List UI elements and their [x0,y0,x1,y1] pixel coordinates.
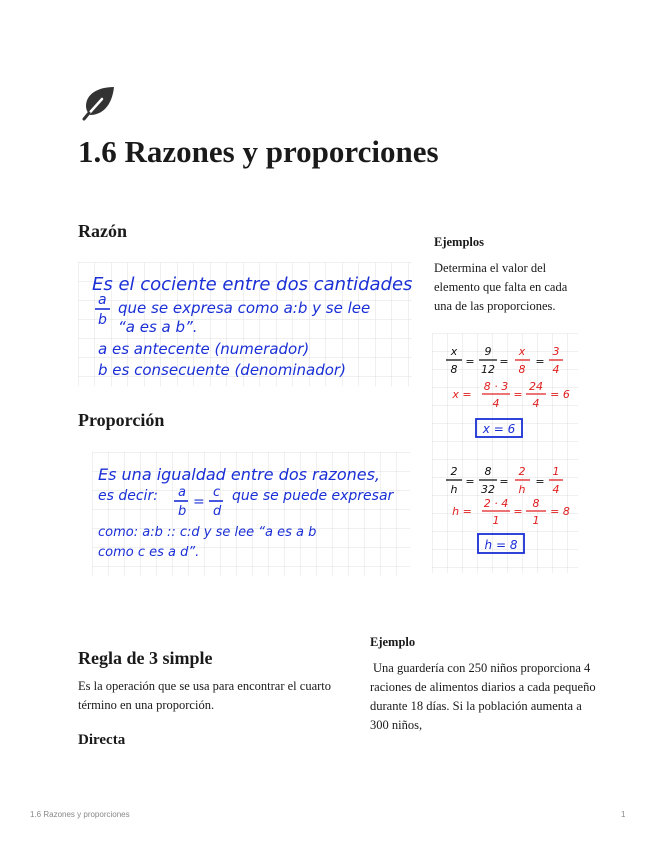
ejemplo-heading: Ejemplo [370,635,416,649]
regla-heading: Regla de 3 simple [78,648,213,668]
ex1-n4: 3 [552,345,560,358]
ex2-r2-d2: 1 [532,514,540,527]
svg-text:=: = [535,475,545,488]
ex1-r2-n2: 24 [529,380,543,393]
ex1-n1: x [450,345,458,358]
ex2-n1: 2 [450,465,458,478]
ejemplos-heading: Ejemplos [434,235,484,249]
proporcion-handwritten-note [92,452,410,576]
proporcion-heading: Proporción [78,410,165,430]
proporcion-frac2-den: d [213,504,222,519]
ex2-r2-n1: 2 · 4 [483,497,509,510]
proporcion-frac1-num: a [178,485,186,500]
proporcion-line-5: como c es a d”. [98,545,200,560]
page-number: 1 [621,810,626,819]
svg-text:=: = [499,355,509,368]
proporcion-line-4: como: a:b :: c:d y se lee “a es a b [98,525,317,540]
proporcion-line-2: es decir: [98,488,158,504]
svg-text:=: = [513,388,523,401]
footer-chapter-title: 1.6 Razones y proporciones [30,810,130,819]
ex1-d3: 8 [518,363,526,376]
razon-frac-den: b [98,312,107,328]
ex1-n2: 9 [484,345,492,358]
razon-line-3: “a es a b”. [118,318,198,336]
razon-heading: Razón [78,221,127,241]
ejemplos-handwritten [432,333,578,573]
proporcion-line-3: que se puede expresar [232,488,394,504]
ex2-n2: 8 [484,465,492,478]
razon-line-5: b es consecuente (denominador) [98,361,346,379]
razon-line-2: que se expresa como a:b y se lee [118,299,371,317]
page-title: 1.6 Razones y proporciones [78,134,439,169]
ex1-r2-d1: 4 [492,397,500,410]
regla-directa-heading: Directa [78,732,126,748]
svg-text:=: = [513,505,523,518]
ex2-lhs: h = [452,505,472,518]
ex1-d2: 12 [481,363,495,376]
ex2-d1: h [450,483,458,496]
ex2-d3: h [518,483,526,496]
svg-text:=: = [193,494,205,510]
svg-text:=: = [499,475,509,488]
ex2-d4: 4 [552,483,560,496]
ex2-answer: h = 8 [484,538,518,552]
ex1-d1: 8 [450,363,458,376]
ejemplos-text: Determina el valor del elemento que falta en cada una de las proporciones. [434,261,568,313]
ex2-r2-n2: 8 [532,497,540,510]
svg-text:=: = [465,355,475,368]
ex1-r2-result: = 6 [550,388,570,401]
ex1-lhs: x = [452,388,472,401]
ejemplo-text: Una guardería con 250 niños proporciona 4 raciones de alimentos diarios a cada pequeño durante 18 días. Si la población aumenta a 300 niños, [370,661,596,732]
ex2-n3: 2 [518,465,526,478]
ex2-r2-result: = 8 [550,505,570,518]
ex2-n4: 1 [552,465,560,478]
ex2-r2-d1: 1 [492,514,500,527]
svg-text:=: = [465,475,475,488]
ex1-n3: x [518,345,526,358]
ex1-answer: x = 6 [482,422,516,436]
proporcion-line-1: Es una igualdad entre dos razones, [98,465,381,484]
ex2-d2: 32 [481,483,495,496]
svg-text:=: = [535,355,545,368]
leaf-icon [80,84,118,122]
razon-handwritten-note [78,262,412,386]
razon-line-1: Es el cociente entre dos cantidades [92,274,412,295]
razon-frac-num: a [98,292,107,308]
ex1-r2-n1: 8 · 3 [483,380,509,393]
razon-line-4: a es antecente (numerador) [98,340,310,358]
regla-text: Es la operación que se usa para encontrar el cuarto término en una proporción. [78,679,332,712]
proporcion-frac2-num: c [213,485,221,500]
proporcion-frac1-den: b [178,504,187,519]
ex1-r2-d2: 4 [532,397,540,410]
ex1-d4: 4 [552,363,560,376]
